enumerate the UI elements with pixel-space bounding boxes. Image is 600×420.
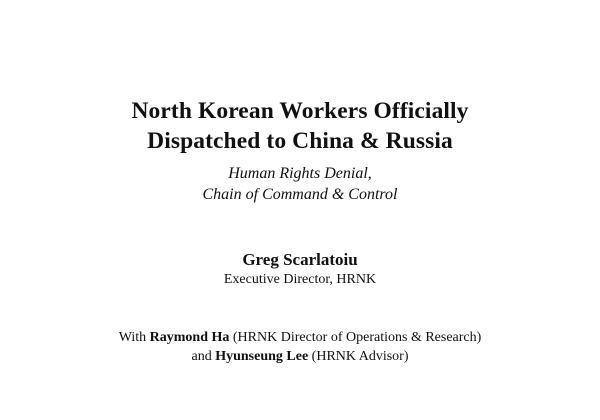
- document-title: [0, 96, 600, 156]
- subtitle-line-2: Chain of Command & Control: [202, 186, 398, 203]
- contributor-prefix: and: [191, 349, 216, 364]
- contributor-line-1: [0, 328, 600, 347]
- document-subtitle: [0, 163, 600, 205]
- contributor-line-2: [0, 347, 600, 366]
- subtitle-line-1: Human Rights Denial,: [228, 165, 372, 182]
- contributors: [0, 328, 600, 366]
- author-name: Greg Scarlatoiu: [242, 250, 358, 269]
- title-line-1: North Korean Workers Officially: [131, 98, 469, 124]
- author-role: Executive Director, HRNK: [223, 272, 377, 287]
- contributor-role: (HRNK Director of Operations & Research): [229, 330, 482, 345]
- contributor-name: Hyunseung Lee: [215, 349, 309, 364]
- contributor-name: Raymond Ha: [149, 330, 230, 345]
- title-line-2: Dispatched to China & Russia: [147, 128, 453, 154]
- contributor-role: (HRNK Advisor): [308, 349, 409, 364]
- contributor-prefix: With: [118, 330, 150, 345]
